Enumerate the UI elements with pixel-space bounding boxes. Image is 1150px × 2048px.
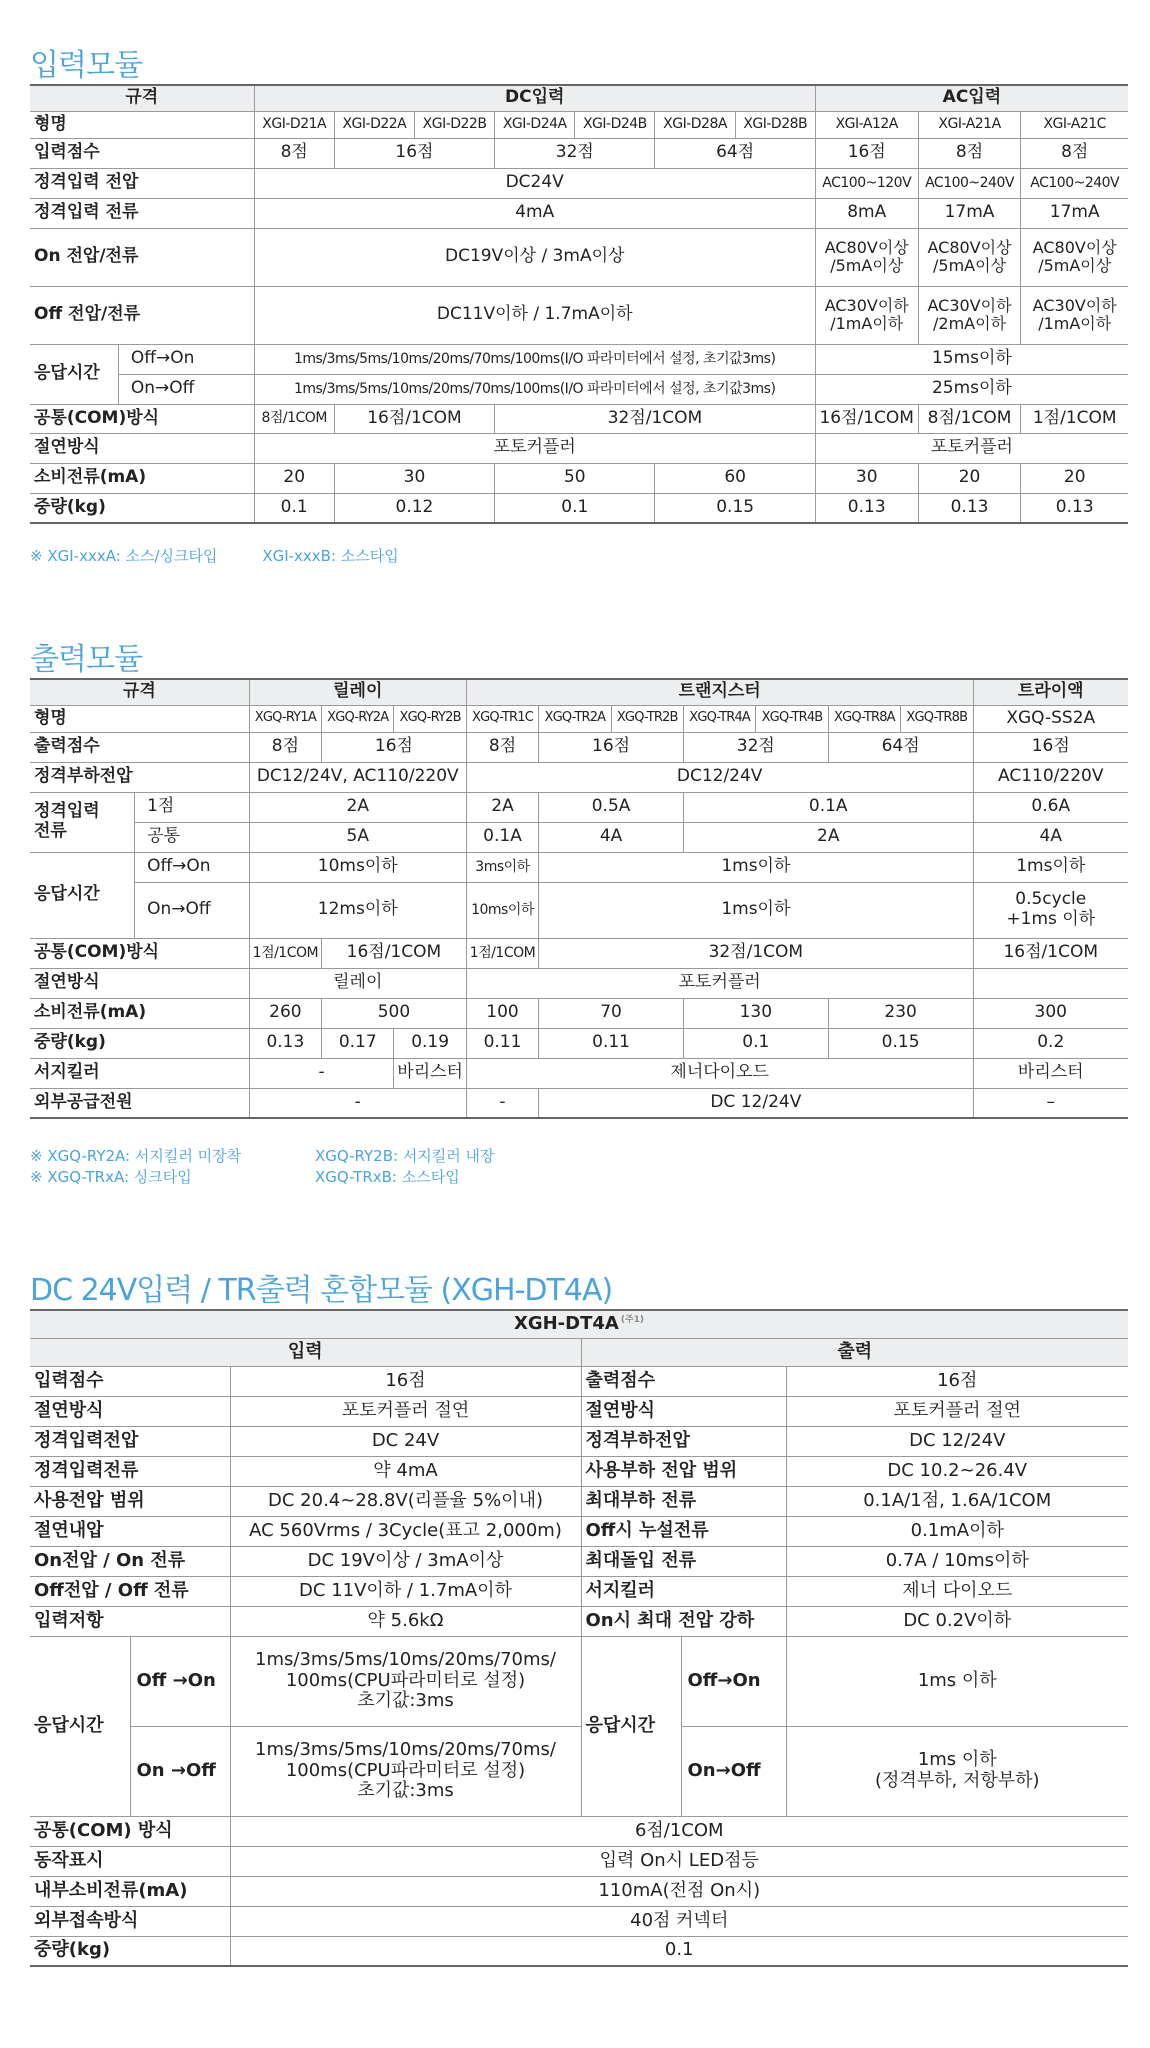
value-cell: AC30V이하 /1mA이하	[815, 286, 918, 344]
value-cell: AC80V이상 /5mA이상	[1021, 228, 1128, 286]
row-label: 입력점수	[30, 1366, 230, 1396]
value-cell: 16점	[815, 138, 918, 168]
value-cell: 1ms/3ms/5ms/10ms/20ms/70ms/ 100ms(CPU파라미터로 설정) 초기값:3ms	[230, 1636, 581, 1726]
value-cell: 8mA	[815, 198, 918, 228]
row-label: On시 최대 전압 강하	[581, 1606, 786, 1636]
value-cell: 100	[466, 998, 538, 1028]
footnote-mark: (주1)	[620, 1314, 645, 1325]
model-cell: XGQ-TR2A	[539, 705, 611, 732]
row-sublabel-on-off: On→Off	[118, 374, 254, 404]
value-cell: 16점	[334, 138, 494, 168]
value-cell: DC 12/24V	[786, 1426, 1128, 1456]
header-input: 입력	[30, 1338, 581, 1366]
mixed-model-header	[30, 1310, 1128, 1338]
value-cell: 3ms이하	[466, 852, 538, 882]
value-cell: 130	[683, 998, 828, 1028]
value-cell: 17mA	[1021, 198, 1128, 228]
input-module-title: 입력모듈	[30, 48, 142, 83]
model-cell: XGI-A21C	[1021, 111, 1128, 138]
value-cell: 1ms/3ms/5ms/10ms/20ms/70ms/100ms(I/O 파라미터에서 설정, 초기값3ms)	[254, 374, 815, 404]
value-cell: DC 19V이상 / 3mA이상	[230, 1546, 581, 1576]
value-cell: 10ms이하	[249, 852, 466, 882]
value-cell: 8점/1COM	[254, 404, 334, 433]
value-cell: 4A	[973, 822, 1128, 852]
header-spec: 규격	[30, 679, 249, 705]
model-cell: XGQ-TR2B	[611, 705, 683, 732]
value-cell: DC 0.2V이하	[786, 1606, 1128, 1636]
value-cell: 20	[1021, 463, 1128, 493]
value-cell: DC12/24V, AC110/220V	[249, 762, 466, 792]
value-cell: AC30V이하 /1mA이하	[1021, 286, 1128, 344]
value-cell: 0.13	[815, 493, 918, 523]
value-cell: 64점	[655, 138, 815, 168]
value-cell: 8점	[249, 732, 321, 762]
row-sublabel-off-on: Off→On	[135, 852, 250, 882]
output-module-table	[30, 678, 1128, 1119]
row-label-com: 공통(COM)방식	[30, 404, 254, 433]
value-cell: AC30V이하 /2mA이하	[918, 286, 1021, 344]
value-cell: 8점	[466, 732, 538, 762]
footnote-text: XGI-xxxB: 소스타입	[262, 547, 399, 565]
row-label-off-voltage: Off 전압/전류	[30, 286, 254, 344]
value-cell: -	[249, 1088, 466, 1118]
value-cell: 포토커플러	[815, 433, 1128, 463]
value-cell: 0.2	[973, 1028, 1128, 1058]
value-cell: 8점	[918, 138, 1021, 168]
row-label: 절연방식	[581, 1396, 786, 1426]
value-cell: 1ms 이하	[786, 1636, 1128, 1726]
model-cell: XGI-D28A	[655, 111, 735, 138]
value-cell: 1ms/3ms/5ms/10ms/20ms/70ms/ 100ms(CPU파라미터로 설정) 초기값:3ms	[230, 1726, 581, 1816]
value-cell: AC 560Vrms / 3Cycle(표고 2,000m)	[230, 1516, 581, 1546]
model-cell: XGI-D28B	[735, 111, 815, 138]
row-sublabel-common: 공통	[135, 822, 250, 852]
value-cell: 16점/1COM	[322, 938, 467, 968]
footnote-text: XGQ-RY2B: 서지킬러 내장	[315, 1147, 495, 1165]
header-output: 출력	[581, 1338, 1128, 1366]
row-sublabel-1-point: 1점	[135, 792, 250, 822]
value-cell: 0.13	[918, 493, 1021, 523]
model-cell: XGQ-RY2A	[322, 705, 394, 732]
value-cell: 110mA(전점 On시)	[230, 1876, 1128, 1906]
row-label-surge-killer: 서지킬러	[30, 1058, 249, 1088]
value-cell: 1ms 이하 (정격부하, 저항부하)	[786, 1726, 1128, 1816]
footnote-text: ※ XGQ-RY2A: 서지킬러 미장착	[30, 1147, 242, 1165]
row-label: 입력저항	[30, 1606, 230, 1636]
value-cell: DC11V이하 / 1.7mA이하	[254, 286, 815, 344]
value-cell: 500	[322, 998, 467, 1028]
value-cell: 12ms이하	[249, 882, 466, 938]
model-cell: XGI-D24A	[495, 111, 575, 138]
value-cell: AC80V이상 /5mA이상	[918, 228, 1021, 286]
value-cell: 16점/1COM	[334, 404, 494, 433]
value-cell: 64점	[828, 732, 973, 762]
model-cell: XGQ-TR1C	[466, 705, 538, 732]
value-cell: 0.13	[1021, 493, 1128, 523]
row-label: 최대부하 전류	[581, 1486, 786, 1516]
row-label-weight: 중량(kg)	[30, 493, 254, 523]
value-cell: 16점	[322, 732, 467, 762]
row-label-com: 공통(COM)방식	[30, 938, 249, 968]
row-sublabel-on-off: On →Off	[130, 1726, 230, 1816]
value-cell: 1ms이하	[539, 882, 973, 938]
mixed-module-title: DC 24V입력 / TR출력 혼합모듈 (XGH-DT4A)	[30, 1273, 613, 1308]
value-cell: 260	[249, 998, 321, 1028]
row-label-rated-voltage: 정격입력 전압	[30, 168, 254, 198]
value-cell: 2A	[683, 822, 973, 852]
value-cell: 16점	[973, 732, 1128, 762]
row-label: 중량(kg)	[30, 1936, 230, 1966]
row-label-rated-current: 정격입력 전류	[30, 792, 135, 852]
output-module-title: 출력모듈	[30, 642, 142, 677]
value-cell: 0.6A	[973, 792, 1128, 822]
value-cell: AC100~240V	[1021, 168, 1128, 198]
model-cell: XGI-A21A	[918, 111, 1021, 138]
row-label-isolation: 절연방식	[30, 968, 249, 998]
value-cell: 입력 On시 LED점등	[230, 1846, 1128, 1876]
input-module-table	[30, 84, 1128, 524]
value-cell: 15ms이하	[815, 344, 1128, 374]
row-label: 정격부하전압	[581, 1426, 786, 1456]
value-cell: -	[466, 1088, 538, 1118]
row-label: 출력점수	[581, 1366, 786, 1396]
row-label: 절연내압	[30, 1516, 230, 1546]
mixed-model-name: XGH-DT4A	[513, 1312, 619, 1334]
header-transistor: 트랜지스터	[466, 679, 973, 705]
value-cell: 16점/1COM	[815, 404, 918, 433]
row-label-points: 입력점수	[30, 138, 254, 168]
value-cell: 60	[655, 463, 815, 493]
value-cell: 0.1	[230, 1936, 1128, 1966]
model-cell: XGI-A12A	[815, 111, 918, 138]
model-cell: XGQ-TR4A	[683, 705, 755, 732]
value-cell: 제너다이오드	[466, 1058, 973, 1088]
value-cell	[973, 968, 1128, 998]
model-cell: XGI-D21A	[254, 111, 334, 138]
value-cell: 0.19	[394, 1028, 466, 1058]
row-label: 정격입력전류	[30, 1456, 230, 1486]
value-cell: 0.1mA이하	[786, 1516, 1128, 1546]
value-cell: 300	[973, 998, 1128, 1028]
row-label-response-time: 응답시간	[581, 1636, 681, 1816]
value-cell: DC24V	[254, 168, 815, 198]
value-cell: 0.1A	[683, 792, 973, 822]
value-cell: 바리스터	[973, 1058, 1128, 1088]
row-label-weight: 중량(kg)	[30, 1028, 249, 1058]
value-cell: AC100~120V	[815, 168, 918, 198]
row-label: 정격입력전압	[30, 1426, 230, 1456]
value-cell: 1점/1COM	[249, 938, 321, 968]
value-cell: DC 12/24V	[539, 1088, 973, 1118]
input-footnote	[30, 545, 399, 566]
value-cell: 8점	[254, 138, 334, 168]
row-label-response-time: 응답시간	[30, 1636, 130, 1816]
output-footnote-1	[30, 1145, 495, 1166]
value-cell: 0.1	[683, 1028, 828, 1058]
row-label: 사용전압 범위	[30, 1486, 230, 1516]
model-cell: XGQ-RY1A	[249, 705, 321, 732]
value-cell: 0.1	[254, 493, 334, 523]
row-label: 최대돌입 전류	[581, 1546, 786, 1576]
value-cell: 10ms이하	[466, 882, 538, 938]
value-cell: 0.1A	[466, 822, 538, 852]
value-cell: 32점/1COM	[495, 404, 816, 433]
value-cell: 약 5.6kΩ	[230, 1606, 581, 1636]
value-cell: 30	[334, 463, 494, 493]
value-cell: 0.11	[466, 1028, 538, 1058]
footnote-text: XGQ-TRxB: 소스타입	[315, 1168, 460, 1186]
row-label-model: 형명	[30, 111, 254, 138]
value-cell: –	[973, 1088, 1128, 1118]
row-label-response-time: 응답시간	[30, 344, 118, 404]
value-cell: -	[249, 1058, 394, 1088]
row-label-external-power: 외부공급전원	[30, 1088, 249, 1118]
value-cell: 제너 다이오드	[786, 1576, 1128, 1606]
row-label-on-voltage: On 전압/전류	[30, 228, 254, 286]
value-cell: 0.7A / 10ms이하	[786, 1546, 1128, 1576]
row-label-model: 형명	[30, 705, 249, 732]
value-cell: DC19V이상 / 3mA이상	[254, 228, 815, 286]
value-cell: DC 11V이하 / 1.7mA이하	[230, 1576, 581, 1606]
value-cell: DC12/24V	[466, 762, 973, 792]
value-cell: 6점/1COM	[230, 1816, 1128, 1846]
value-cell: AC110/220V	[973, 762, 1128, 792]
model-cell: XGQ-RY2B	[394, 705, 466, 732]
value-cell: 포토커플러	[254, 433, 815, 463]
value-cell: 32점	[683, 732, 828, 762]
model-cell: XGQ-TR8B	[901, 705, 973, 732]
row-sublabel-on-off: On→Off	[135, 882, 250, 938]
value-cell: 32점	[495, 138, 655, 168]
value-cell: 32점/1COM	[539, 938, 973, 968]
value-cell: 1ms이하	[539, 852, 973, 882]
value-cell: 20	[254, 463, 334, 493]
header-dc-input: DC입력	[254, 85, 815, 111]
value-cell: 1점/1COM	[1021, 404, 1128, 433]
value-cell: 1점/1COM	[466, 938, 538, 968]
value-cell: AC80V이상 /5mA이상	[815, 228, 918, 286]
row-label: Off전압 / Off 전류	[30, 1576, 230, 1606]
row-label: On전압 / On 전류	[30, 1546, 230, 1576]
value-cell: 포토커플러	[466, 968, 973, 998]
value-cell: 30	[815, 463, 918, 493]
value-cell: DC 10.2~26.4V	[786, 1456, 1128, 1486]
mixed-module-table	[30, 1309, 1128, 1967]
value-cell: 0.17	[322, 1028, 394, 1058]
model-cell: XGQ-SS2A	[973, 705, 1128, 732]
value-cell: DC 20.4~28.8V(리플율 5%이내)	[230, 1486, 581, 1516]
row-label-rated-current: 정격입력 전류	[30, 198, 254, 228]
value-cell: 230	[828, 998, 973, 1028]
row-label-consumption: 소비전류(mA)	[30, 463, 254, 493]
footnote-text: ※ XGI-xxxA: 소스/싱크타입	[30, 547, 218, 565]
output-footnote-2	[30, 1166, 460, 1187]
value-cell: 2A	[466, 792, 538, 822]
value-cell: AC100~240V	[918, 168, 1021, 198]
header-relay: 릴레이	[249, 679, 466, 705]
model-cell: XGI-D24B	[575, 111, 655, 138]
row-sublabel-on-off: On→Off	[681, 1726, 786, 1816]
row-label: Off시 누설전류	[581, 1516, 786, 1546]
row-sublabel-off-on: Off →On	[130, 1636, 230, 1726]
value-cell: 0.15	[655, 493, 815, 523]
value-cell: DC 24V	[230, 1426, 581, 1456]
value-cell: 4A	[539, 822, 684, 852]
value-cell: 16점/1COM	[973, 938, 1128, 968]
row-sublabel-off-on: Off→On	[118, 344, 254, 374]
row-label-rated-load-voltage: 정격부하전압	[30, 762, 249, 792]
row-label: 내부소비전류(mA)	[30, 1876, 230, 1906]
value-cell: 25ms이하	[815, 374, 1128, 404]
value-cell: 0.13	[249, 1028, 321, 1058]
value-cell: 0.15	[828, 1028, 973, 1058]
value-cell: 8점	[1021, 138, 1128, 168]
row-label: 절연방식	[30, 1396, 230, 1426]
value-cell: 릴레이	[249, 968, 466, 998]
value-cell: 약 4mA	[230, 1456, 581, 1486]
row-label: 외부접속방식	[30, 1906, 230, 1936]
value-cell: 40점 커넥터	[230, 1906, 1128, 1936]
row-label-response-time: 응답시간	[30, 852, 135, 938]
row-label-isolation: 절연방식	[30, 433, 254, 463]
value-cell: 50	[495, 463, 655, 493]
value-cell: 1ms/3ms/5ms/10ms/20ms/70ms/100ms(I/O 파라미터에서 설정, 초기값3ms)	[254, 344, 815, 374]
value-cell: 포토커플러 절연	[786, 1396, 1128, 1426]
row-label-points: 출력점수	[30, 732, 249, 762]
value-cell: 5A	[249, 822, 466, 852]
row-label: 공통(COM) 방식	[30, 1816, 230, 1846]
header-spec: 규격	[30, 85, 254, 111]
value-cell: 0.12	[334, 493, 494, 523]
header-ac-input: AC입력	[815, 85, 1128, 111]
value-cell: 0.5A	[539, 792, 684, 822]
value-cell: 0.1A/1점, 1.6A/1COM	[786, 1486, 1128, 1516]
value-cell: 0.5cycle +1ms 이하	[973, 882, 1128, 938]
value-cell: 8점/1COM	[918, 404, 1021, 433]
value-cell: 17mA	[918, 198, 1021, 228]
footnote-text: ※ XGQ-TRxA: 싱크타입	[30, 1168, 192, 1186]
header-triac: 트라이액	[973, 679, 1128, 705]
value-cell: 포토커플러 절연	[230, 1396, 581, 1426]
value-cell: 70	[539, 998, 684, 1028]
value-cell: 4mA	[254, 198, 815, 228]
value-cell: 0.11	[539, 1028, 684, 1058]
model-cell: XGQ-TR4B	[756, 705, 828, 732]
row-sublabel-off-on: Off→On	[681, 1636, 786, 1726]
row-label: 서지킬러	[581, 1576, 786, 1606]
value-cell: 16점	[230, 1366, 581, 1396]
value-cell: 0.1	[495, 493, 655, 523]
value-cell: 1ms이하	[973, 852, 1128, 882]
row-label-consumption: 소비전류(mA)	[30, 998, 249, 1028]
model-cell: XGI-D22B	[414, 111, 494, 138]
value-cell: 바리스터	[394, 1058, 466, 1088]
value-cell: 2A	[249, 792, 466, 822]
value-cell: 16점	[786, 1366, 1128, 1396]
value-cell: 16점	[539, 732, 684, 762]
value-cell: 20	[918, 463, 1021, 493]
model-cell: XGI-D22A	[334, 111, 414, 138]
model-cell: XGQ-TR8A	[828, 705, 900, 732]
row-label: 사용부하 전압 범위	[581, 1456, 786, 1486]
row-label: 동작표시	[30, 1846, 230, 1876]
